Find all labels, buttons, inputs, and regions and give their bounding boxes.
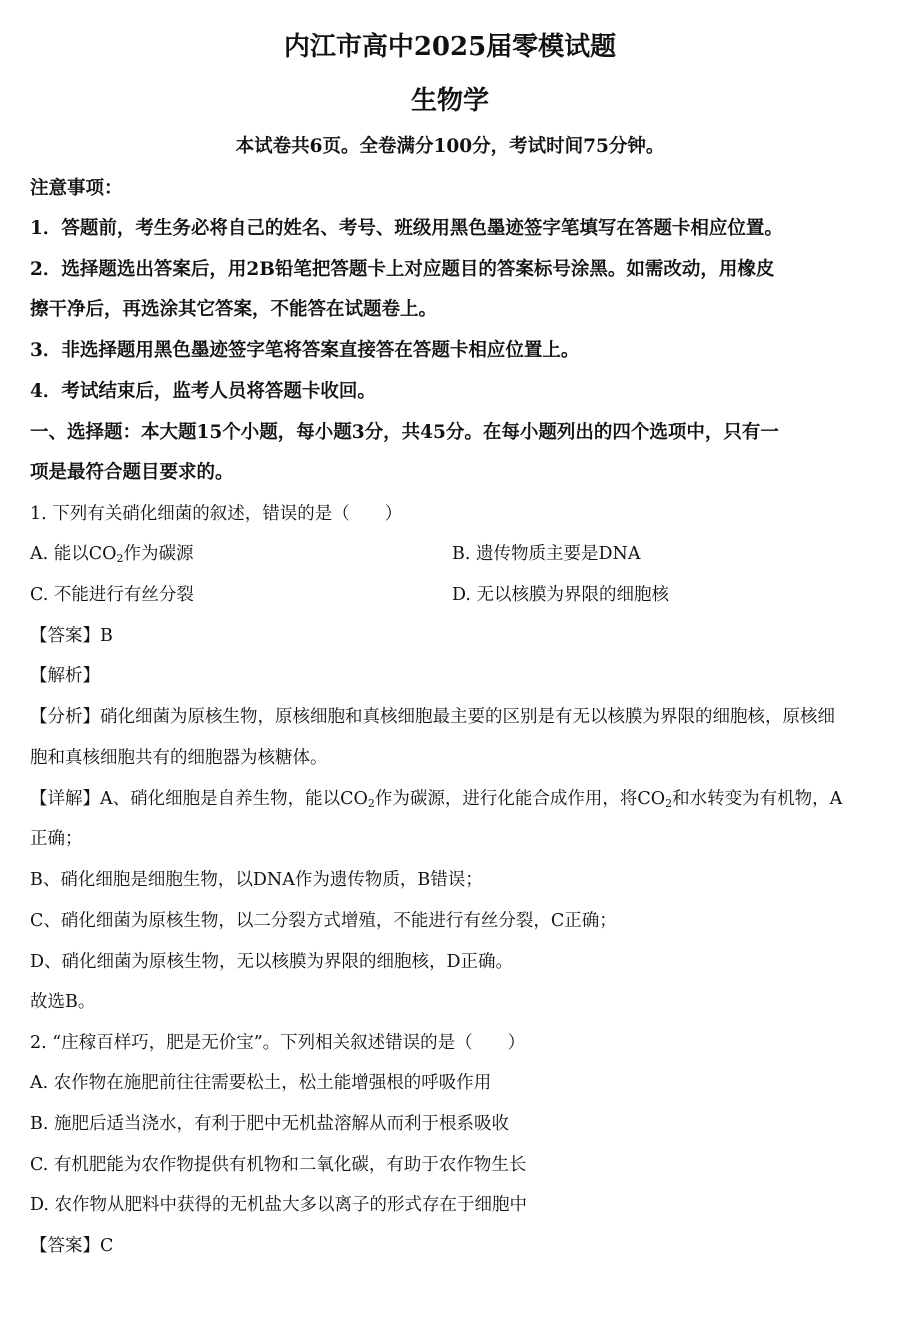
q1-analysis-label: 【解析】: [30, 666, 100, 686]
subject-title: 生物学: [410, 86, 489, 116]
q1-fenxi: 【分析】硝化细菌为原核生物，原核细胞和真核细胞最主要的区别是有无以核膜为界限的细胞核，原核细: [30, 707, 835, 727]
q2-option-a: A. 农作物在施肥前往往需要松土，松土能增强根的呼吸作用: [30, 1073, 492, 1093]
q1-option-b: B. 遗传物质主要是DNA: [452, 544, 641, 564]
notice-item-2-cont: 擦干净后，再选涂其它答案，不能答在试题卷上。: [30, 299, 438, 320]
notice-heading: 注意事项：: [30, 178, 123, 199]
notice-item-2: 2．选择题选出答案后，用2B铅笔把答题卡上对应题目的答案标号涂黑。如需改动，用橡皮: [30, 259, 775, 280]
q1-fenxi-cont: 胞和真核细胞共有的细胞器为核糖体。: [30, 748, 328, 768]
section-heading-cont: 项是最符合题目要求的。: [30, 462, 234, 483]
q2-option-d: D. 农作物从肥料中获得的无机盐大多以离子的形式存在于细胞中: [30, 1195, 528, 1215]
notice-item-4: 4．考试结束后，监考人员将答题卡收回。: [30, 381, 376, 402]
q1-explain-b: B、硝化细胞是细胞生物，以DNA作为遗传物质，B错误；: [30, 870, 483, 890]
q1-option-c: C. 不能进行有丝分裂: [30, 585, 194, 605]
notice-item-1: 1．答题前，考生务必将自己的姓名、考号、班级用黑色墨迹签字笔填写在答题卡相应位置。: [30, 218, 783, 239]
q2-option-c: C. 有机肥能为农作物提供有机物和二氧化碳，有助于农作物生长: [30, 1155, 527, 1175]
q2-answer: 【答案】C: [30, 1236, 114, 1256]
q1-xiangjie-cont: 正确；: [30, 829, 83, 849]
notice-item-3: 3．非选择题用黑色墨迹签字笔将答案直接答在答题卡相应位置上。: [30, 340, 580, 361]
exam-title: 内江市高中2025届零模试题: [283, 32, 617, 62]
q1-explain-d: D、硝化细菌为原核生物，无以核膜为界限的细胞核，D正确。: [30, 952, 514, 972]
q2-option-b: B. 施肥后适当浇水，有利于肥中无机盐溶解从而利于根系吸收: [30, 1114, 509, 1134]
q1-option-d: D. 无以核膜为界限的细胞核: [452, 585, 670, 605]
q1-answer: 【答案】B: [30, 626, 113, 646]
q1-xiangjie: 【详解】A、硝化细胞是自养生物，能以$CO_2$作为碳源，进行化能合成作用，将$CO_2$和水转变为有机物，A: [30, 789, 843, 810]
exam-info: 本试卷共6页。全卷满分100分，考试时间75分钟。: [235, 136, 665, 157]
q1-option-a: A. 能以$CO_2$作为碳源: [30, 544, 194, 565]
q1-stem: 1. 下列有关硝化细菌的叙述，错误的是（ ）: [30, 504, 403, 524]
q1-conclusion: 故选B。: [30, 992, 96, 1012]
section-heading: 一、选择题：本大题15个小题，每小题3分，共45分。在每小题列出的四个选项中，只有一: [30, 422, 779, 443]
q1-explain-c: C、硝化细菌为原核生物，以二分裂方式增殖，不能进行有丝分裂，C正确；: [30, 911, 617, 931]
q2-stem: 2. “庄稼百样巧，肥是无价宝”。下列相关叙述错误的是（ ）: [30, 1033, 526, 1053]
